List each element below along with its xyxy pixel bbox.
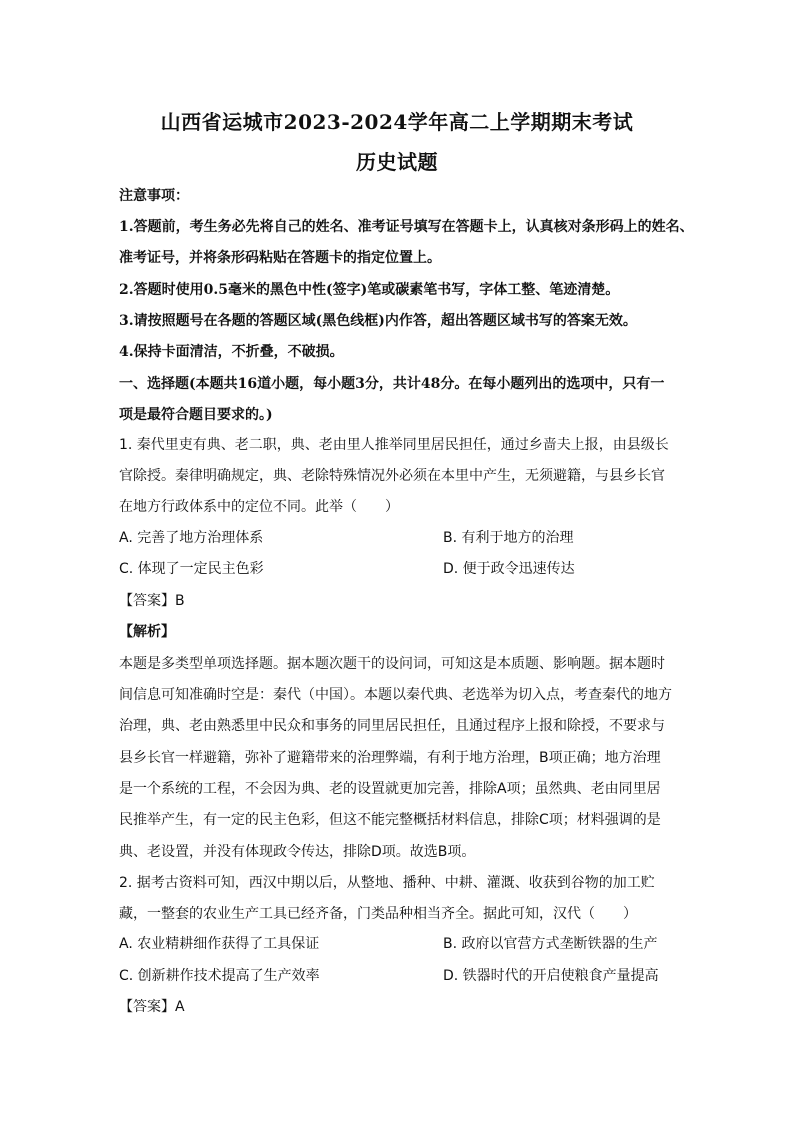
question-1-analysis: 是一个系统的工程，不会因为典、老的设置就更加完善，排除A项；虽然典、老由同里居	[119, 781, 661, 797]
question-2-option-d: D. 铁器时代的开启使粮食产量提高	[443, 968, 659, 984]
question-1-analysis: 间信息可知准确时空是：秦代（中国）。本题以秦代典、老选举为切入点，考查秦代的地方	[119, 687, 672, 703]
question-1-stem: 1. 秦代里吏有典、老二职，典、老由里人推举同里居民担任，通过乡啬夫上报，由县级长	[119, 437, 669, 453]
question-1-analysis: 民推举产生，有一定的民主色彩，但这不能完整概括材料信息，排除C项；材料强调的是	[119, 812, 661, 828]
question-2-option-c: C. 创新耕作技术提高了生产效率	[119, 968, 320, 984]
question-1-option-d: D. 便于政令迅速传达	[443, 561, 575, 577]
question-1-stem: 官除授。秦律明确规定，典、老除特殊情况外必须在本里中产生，无须避籍，与县乡长官	[119, 468, 665, 484]
section-heading-cont: 项是最符合题目要求的。)	[119, 407, 273, 423]
question-2-stem: 藏，一整套的农业生产工具已经齐备，门类品种相当齐全。据此可知，汉代（ ）	[119, 906, 637, 922]
question-1-analysis-heading: 【解析】	[119, 624, 175, 640]
question-1-option-b: B. 有利于地方的治理	[443, 530, 574, 546]
notice-line: 2.答题时使用0.5毫米的黑色中性(签字)笔或碳素笔书写，字体工整、笔迹清楚。	[119, 282, 620, 298]
notice-line: 4.保持卡面清洁，不折叠，不破损。	[119, 344, 344, 360]
notice-line: 1.答题前，考生务必先将自己的姓名、准考证号填写在答题卡上，认真核对条形码上的姓名、	[119, 219, 694, 235]
question-1-answer: 【答案】B	[119, 593, 185, 609]
section-heading: 一、选择题(本题共16道小题，每小题3分，共计48分。在每小题列出的选项中，只有一	[119, 376, 665, 392]
question-2-option-b: B. 政府以官营方式垄断铁器的生产	[443, 936, 658, 952]
question-1-option-c: C. 体现了一定民主色彩	[119, 561, 264, 577]
notice-heading: 注意事项：	[119, 188, 189, 204]
question-1-analysis: 治理，典、老由熟悉里中民众和事务的同里居民担任，且通过程序上报和除授，不要求与	[119, 718, 665, 734]
question-2-option-a: A. 农业精耕细作获得了工具保证	[119, 936, 320, 952]
page-title: 山西省运城市2023-2024学年高二上学期期末考试	[160, 110, 634, 134]
notice-line: 3.请按照题号在各题的答题区域(黑色线框)内作答，超出答题区域书写的答案无效。	[119, 313, 637, 329]
question-1-analysis: 本题是多类型单项选择题。据本题次题干的设问词，可知这是本质题、影响题。据本题时	[119, 656, 665, 672]
question-1-analysis: 县乡长官一样避籍，弥补了避籍带来的治理弊端，有利于地方治理，B项正确；地方治理	[119, 750, 661, 766]
question-2-answer: 【答案】A	[119, 999, 185, 1015]
question-1-option-a: A. 完善了地方治理体系	[119, 530, 264, 546]
notice-line: 准考证号，并将条形码粘贴在答题卡的指定位置上。	[119, 250, 441, 266]
question-1-analysis: 典、老设置，并没有体现政令传达，排除D项。故选B项。	[119, 844, 476, 860]
question-1-stem: 在地方行政体系中的定位不同。此举（ ）	[119, 499, 399, 515]
page-subtitle: 历史试题	[356, 150, 438, 174]
question-2-stem: 2. 据考古资料可知，西汉中期以后，从整地、播种、中耕、灌溉、收获到谷物的加工贮	[119, 875, 655, 891]
